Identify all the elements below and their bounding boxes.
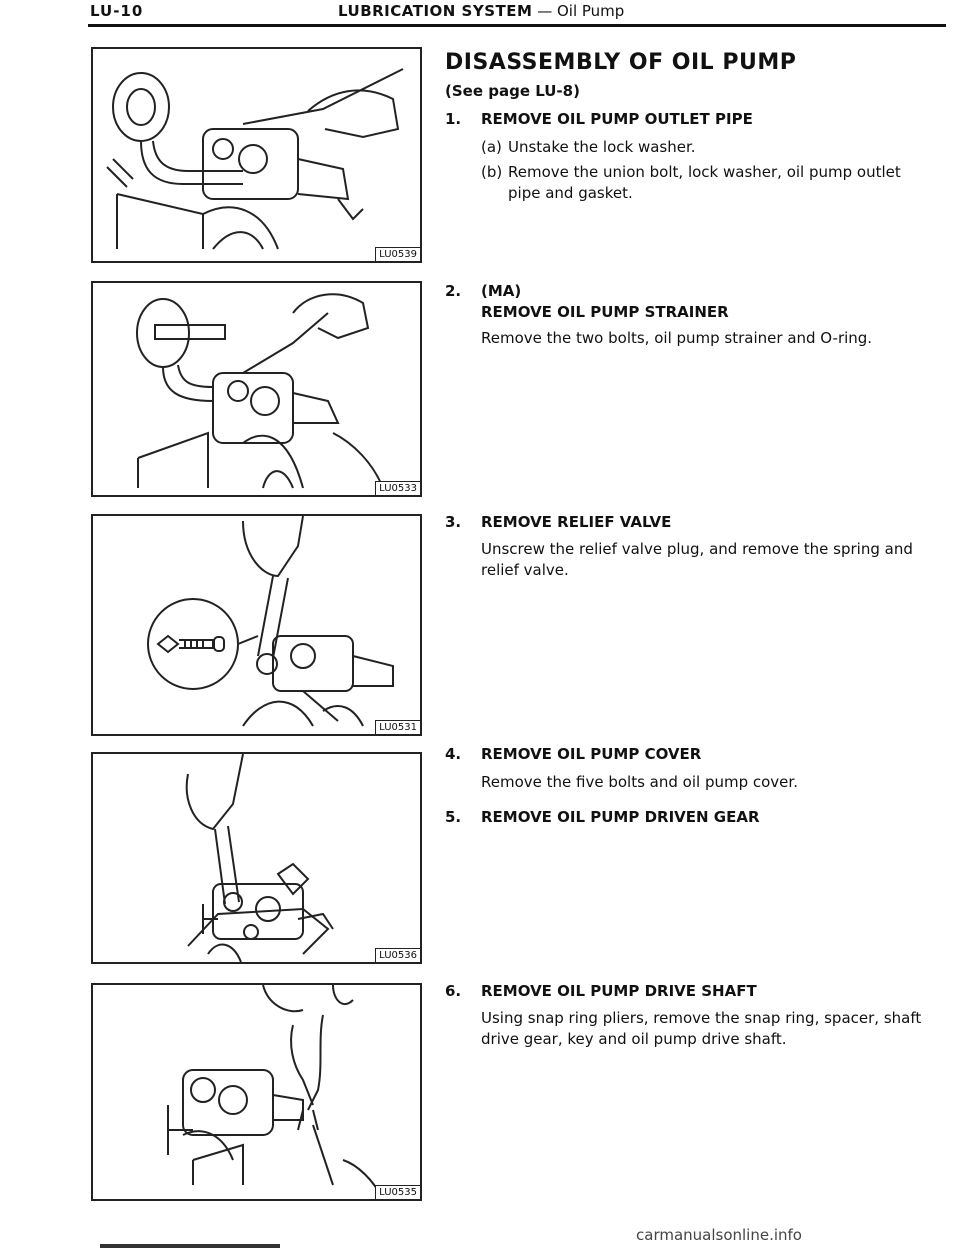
- relief-valve-illustration: [93, 516, 420, 734]
- step-label: REMOVE OIL PUMP DRIVE SHAFT: [481, 982, 757, 1000]
- step-number: 3.: [445, 513, 462, 531]
- step-6-text: Using snap ring pliers, remove the snap ring, spacer, shaft: [481, 1009, 922, 1027]
- sub-text-line-2: pipe and gasket.: [508, 184, 633, 202]
- step-number: 4.: [445, 745, 462, 763]
- section-title: DISASSEMBLY OF OIL PUMP: [445, 50, 797, 75]
- page-header: [88, 0, 946, 50]
- figure-drive-shaft: [91, 983, 422, 1201]
- step-6-text-line-2: drive gear, key and oil pump drive shaft.: [481, 1030, 787, 1048]
- step-4-text: Remove the five bolts and oil pump cover.: [481, 773, 798, 791]
- sub-marker: (b): [481, 163, 503, 181]
- drive-shaft-illustration: [93, 985, 420, 1199]
- header-title: [338, 2, 624, 20]
- sub-text: Remove the union bolt, lock washer, oil pump outlet: [508, 163, 901, 181]
- see-page-reference: (See page LU-8): [445, 82, 580, 100]
- step-label: REMOVE OIL PUMP OUTLET PIPE: [481, 110, 753, 128]
- figure-outlet-pipe: [91, 47, 422, 263]
- watermark: carmanualsonline.info: [636, 1226, 802, 1244]
- figure-pump-cover: [91, 752, 422, 964]
- step-number: 6.: [445, 982, 462, 1000]
- step-label: REMOVE OIL PUMP DRIVEN GEAR: [481, 808, 760, 826]
- step-3-text-line-2: relief valve.: [481, 561, 569, 579]
- sub-marker: (a): [481, 138, 502, 156]
- step-tag: (MA): [481, 282, 522, 300]
- header-title-rest: — Oil Pump: [532, 2, 625, 20]
- bottom-rule: [100, 1244, 280, 1248]
- header-rule: [88, 24, 946, 27]
- page-code: LU-10: [90, 2, 144, 20]
- step-label: REMOVE OIL PUMP STRAINER: [481, 303, 729, 321]
- figure-code: LU0536: [375, 948, 420, 962]
- step-label: REMOVE RELIEF VALVE: [481, 513, 672, 531]
- pump-cover-illustration: [93, 754, 420, 962]
- step-3-text: Unscrew the relief valve plug, and remove the spring and: [481, 540, 913, 558]
- figure-code: LU0533: [375, 481, 420, 495]
- header-title-bold: LUBRICATION SYSTEM: [338, 2, 533, 20]
- strainer-illustration: [93, 283, 420, 495]
- figure-relief-valve: [91, 514, 422, 736]
- sub-text: Unstake the lock washer.: [508, 138, 696, 156]
- figure-code: LU0531: [375, 720, 420, 734]
- step-number: 2.: [445, 282, 462, 300]
- step-2-text: Remove the two bolts, oil pump strainer and O-ring.: [481, 329, 873, 347]
- figure-code: LU0539: [375, 247, 420, 261]
- figure-strainer: [91, 281, 422, 497]
- figure-code: LU0535: [375, 1185, 420, 1199]
- step-label: REMOVE OIL PUMP COVER: [481, 745, 702, 763]
- step-number: 1.: [445, 110, 462, 128]
- outlet-pipe-illustration: [93, 49, 420, 261]
- step-number: 5.: [445, 808, 462, 826]
